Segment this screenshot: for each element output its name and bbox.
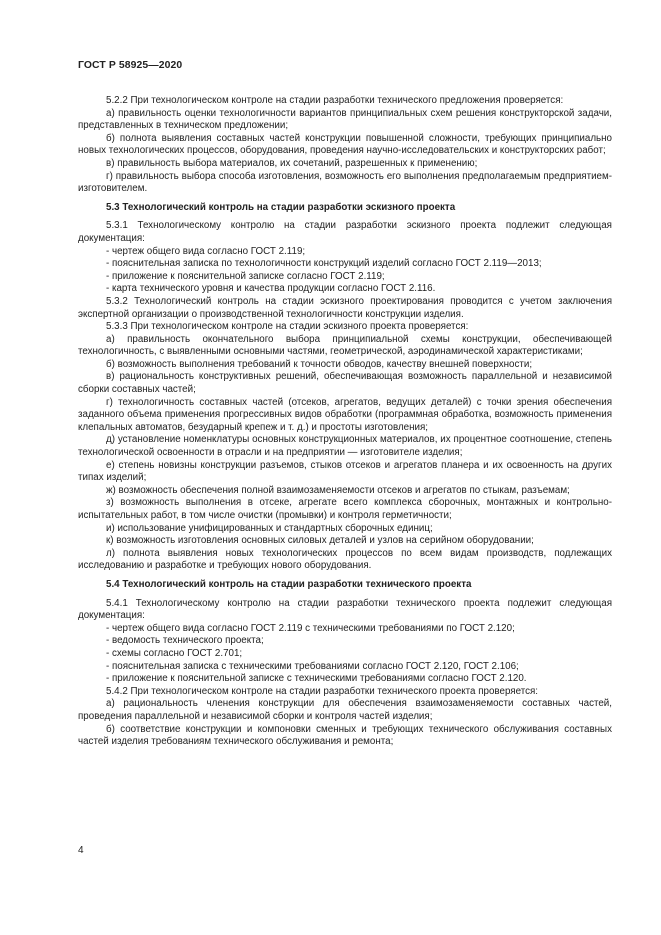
paragraph: 5.4.1 Технологическому контролю на стадии разработки технического проекта подлежит следующая документация: (78, 597, 612, 622)
paragraph: в) правильность выбора материалов, их сочетаний, разрешенных к применению; (106, 157, 478, 169)
paragraph: б) возможность выполнения требований к точности обводов, качеству внешней поверхности; (106, 358, 533, 370)
document-header: ГОСТ Р 58925—2020 (78, 60, 183, 71)
section-heading: 5.4 Технологический контроль на стадии разработки технического проекта (106, 578, 472, 590)
list-item: - чертеж общего вида согласно ГОСТ 2.119; (106, 245, 306, 257)
paragraph: а) правильность оценки технологичности вариантов принципиальных схем решения конструкторской задачи, представленных в техническом предложении; (78, 107, 612, 132)
page-number: 4 (78, 845, 84, 856)
paragraph: з) возможность выполнения в отсеке, агрегате всего комплекса сборочных, монтажных и контрольно-испытательных работ, в том числе очистки (промывки) и контроля герметичности; (78, 497, 612, 521)
list-item: - ведомость технического проекта; (106, 635, 264, 647)
paragraph: к) возможность изготовления основных силовых деталей и узлов на серийном оборудовании; (106, 535, 534, 547)
paragraph: а) правильность окончательного выбора принципиальной схемы конструкции, обеспечивающей технологичность, с выявленными основными частями, геометрической, аэродинамической характеристиками; (78, 333, 612, 358)
list-item: - карта технического уровня и качества продукции согласно ГОСТ 2.116. (106, 283, 436, 295)
paragraph: и) использование унифицированных и стандартных сборочных единиц; (106, 522, 433, 534)
list-item: - пояснительная записка по технологичности конструкций изделий согласно ГОСТ 2.119—2013; (106, 258, 542, 270)
paragraph: е) степень новизны конструкции разъемов, стыков отсеков и агрегатов планера и их освоенность на других типах изделий; (78, 459, 612, 484)
list-item: - схемы согласно ГОСТ 2.701; (106, 647, 243, 659)
paragraph: г) правильность выбора способа изготовления, возможность его выполнения предполагаемым предприятием-изготовителем. (78, 170, 612, 195)
paragraph: л) полнота выявления новых технологических процессов по всем видам производств, подлежащих исследованию и разработке и требующих нового оборудования. (78, 547, 612, 572)
paragraph: ж) возможность обеспечения полной взаимозаменяемости отсеков и агрегатов по стыкам, разъемам; (106, 484, 570, 496)
paragraph: 5.3.1 Технологическому контролю на стадии разработки эскизного проекта подлежит следующая документация: (78, 220, 612, 244)
list-item: - приложение к пояснительной записке с техническими требованиями согласно ГОСТ 2.120. (106, 673, 527, 685)
paragraph: г) технологичность составных частей (отсеков, агрегатов, ведущих деталей) с точки зрения обеспечения заданного объема применения прогрессивных видов обработки (программная обработка, возможность применения клепальных автоматов, безударный крепеж и т. д.) и простоты изготовления; (78, 396, 612, 433)
paragraph: б) полнота выявления составных частей конструкции повышенной сложности, требующих принципиально новых технологических процессов, оборудования, проведения научно-исследовательских и конструкторских работ; (78, 132, 612, 157)
paragraph: б) соответствие конструкции и компоновки сменных и требующих технического обслуживания составных частей изделия требованиям технического обслуживания и ремонта; (78, 723, 612, 748)
paragraph: 5.3.3 При технологическом контроле на стадии эскизного проекта проверяется: (106, 321, 469, 333)
paragraph: 5.2.2 При технологическом контроле на стадии разработки технического предложения проверяется: (106, 95, 564, 106)
section-heading: 5.3 Технологический контроль на стадии разработки эскизного проекта (106, 201, 456, 213)
paragraph: в) рациональность конструктивных решений, обеспечивающая возможность параллельной и независимой сборки составных частей; (78, 371, 612, 396)
list-item: - чертеж общего вида согласно ГОСТ 2.119 с техническими требованиями по ГОСТ 2.120; (106, 622, 515, 634)
paragraph: 5.3.2 Технологический контроль на стадии эскизного проектирования проводится с учетом заключения экспертной организации о производственной технологичности конструкции изделия. (78, 295, 612, 320)
paragraph: а) рациональность членения конструкции для обеспечения взаимозаменяемости составных частей, проведения параллельной и независимой сборки и контроля частей изделия; (78, 698, 612, 722)
paragraph: д) установление номенклатуры основных конструкционных материалов, их процентное соотношение, степень технологической освоенности в отрасли и на предприятии — изготовителе изделия; (78, 434, 612, 459)
document-body (78, 95, 612, 749)
paragraph: 5.4.2 При технологическом контроле на стадии разработки технического проекта проверяется: (106, 685, 539, 697)
list-item: - приложение к пояснительной записке согласно ГОСТ 2.119; (106, 270, 385, 282)
list-item: - пояснительная записка с техническими требованиями согласно ГОСТ 2.120, ГОСТ 2.106; (106, 660, 519, 672)
